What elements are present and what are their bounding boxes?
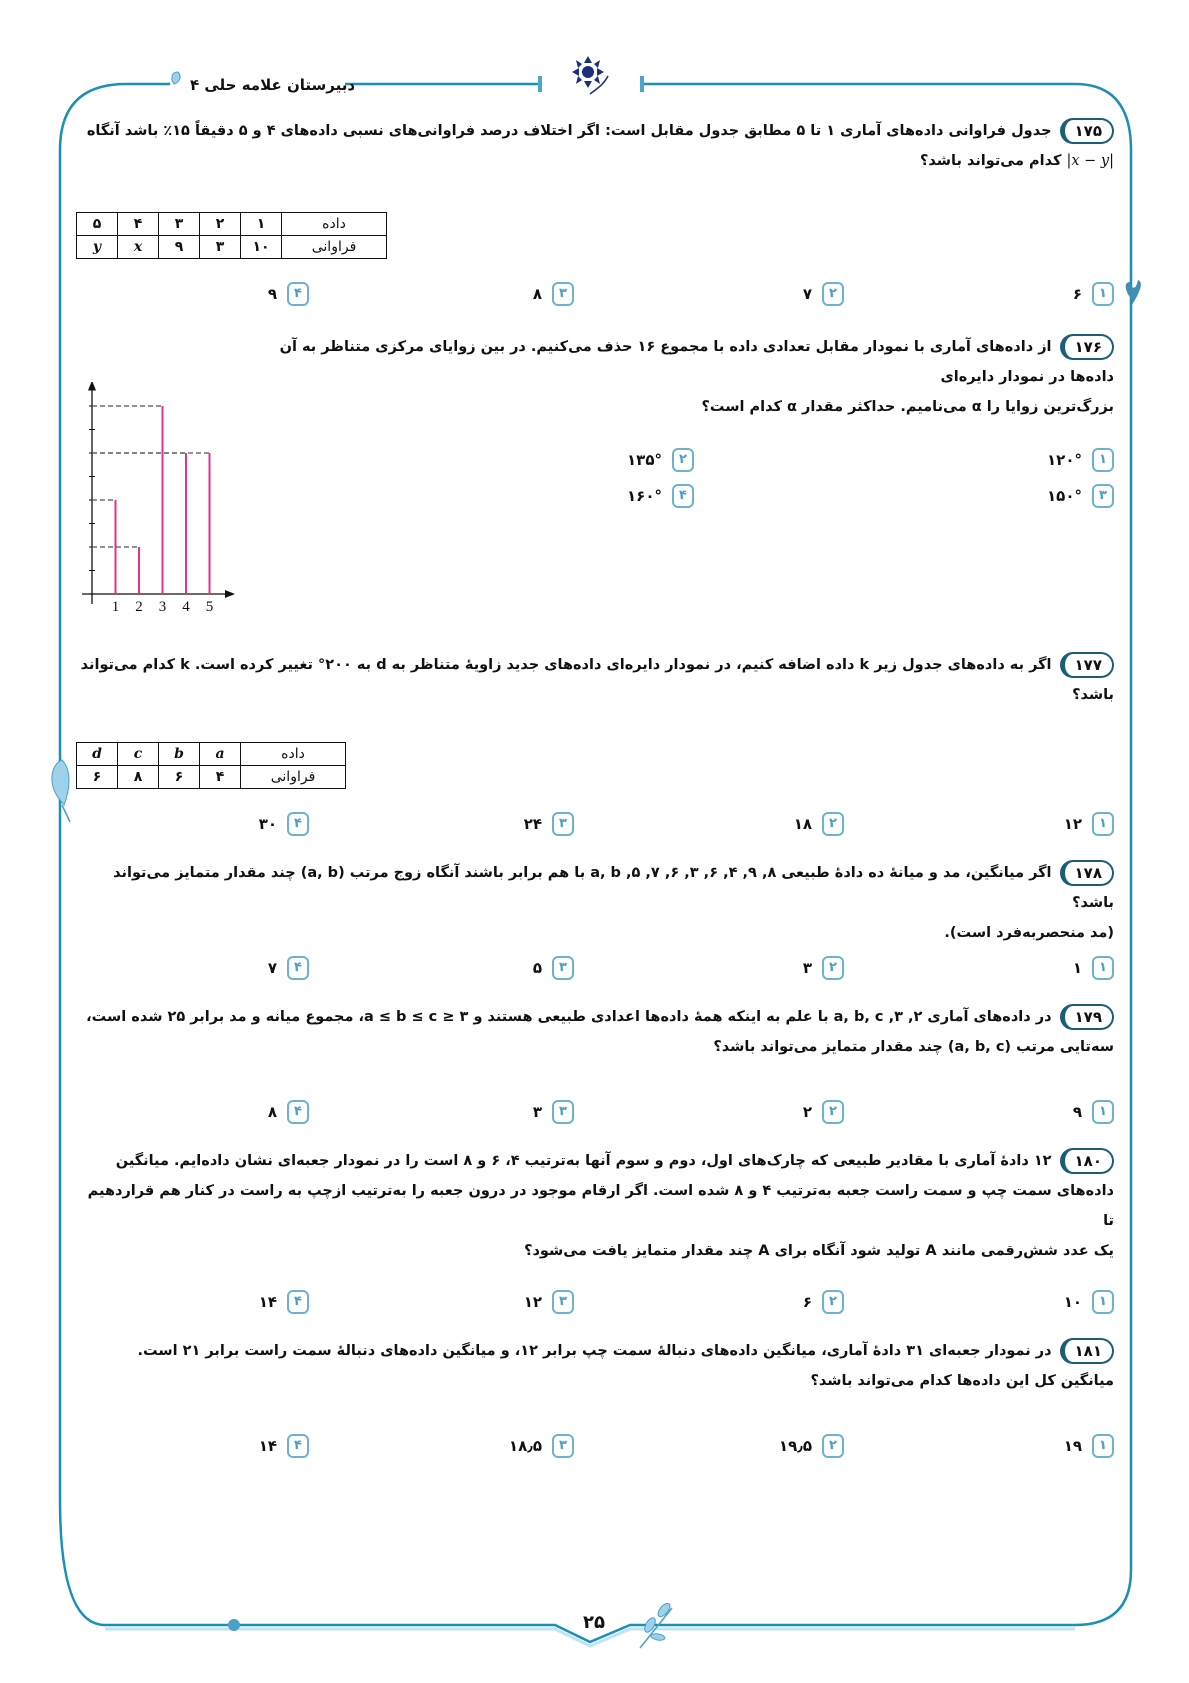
table-cell: ۴	[118, 213, 159, 236]
school-name: دبیرستان علامه حلی ۴	[190, 76, 356, 94]
option-3[interactable]	[524, 1290, 574, 1314]
table-header: فراوانی	[282, 236, 387, 259]
question-text: از داده‌های آماری با نمودار مقابل تعدادی داده با مجموع ۱۶ حذف می‌کنیم. در بین زوایای مرکزی متناظر به آن داده‌ها در نمودار دایره‌ای	[279, 339, 1114, 385]
option-badge: ۳	[552, 1290, 574, 1314]
question-text: ۱۲ دادهٔ آماری با مقادیر طبیعی که چارک‌های اول، دوم و سوم آنها به‌ترتیب ۴، ۶ و ۸ است را در نمودار جعبه‌ای نشان داده‌ایم. میانگین	[115, 1153, 1052, 1169]
frequency-bar-chart	[70, 382, 250, 618]
option-3[interactable]	[533, 1100, 574, 1124]
option-text: ۸	[267, 1103, 277, 1121]
option-text: ۱۲	[1063, 815, 1082, 833]
table-cell: y	[77, 236, 118, 259]
table-cell: c	[118, 743, 159, 766]
question-text: در نمودار جعبه‌ای ۳۱ دادهٔ آماری، میانگین داده‌های دنبالهٔ سمت چپ برابر ۱۲، و میانگین داده‌های دنبالهٔ سمت راست برابر ۲۱ است.	[137, 1343, 1052, 1359]
options-176-row2	[270, 484, 1114, 512]
table-cell: d	[77, 743, 118, 766]
option-text: ۶	[1072, 285, 1082, 303]
option-badge: ۴	[672, 484, 694, 508]
math-expression: |x − y|	[1066, 153, 1114, 169]
option-2[interactable]	[803, 1290, 844, 1314]
option-badge: ۲	[822, 282, 844, 306]
question-number: ۱۸۰	[1060, 1148, 1114, 1174]
option-badge: ۱	[1092, 1100, 1114, 1124]
option-3[interactable]	[1047, 484, 1114, 508]
x-tick-label: 2	[135, 599, 143, 615]
table-cell: ۲	[200, 213, 241, 236]
option-badge: ۴	[287, 1100, 309, 1124]
question-text: کدام می‌تواند باشد؟	[919, 153, 1062, 169]
option-1[interactable]	[1064, 812, 1114, 836]
table-header: فراوانی	[241, 766, 346, 789]
option-badge: ۲	[822, 1434, 844, 1458]
option-badge: ۴	[287, 1290, 309, 1314]
page-number: ۲۵	[583, 1612, 605, 1633]
option-text: ۵	[532, 959, 542, 977]
option-4[interactable]	[259, 1290, 309, 1314]
table-cell: ۱۰	[241, 236, 282, 259]
option-badge: ۳	[552, 1100, 574, 1124]
option-badge: ۴	[287, 812, 309, 836]
option-text: ۱۲	[523, 1293, 542, 1311]
question-175	[75, 116, 1114, 176]
table-cell: x	[118, 236, 159, 259]
table-cell: ۱	[241, 213, 282, 236]
question-number: ۱۷۸	[1060, 860, 1114, 886]
question-number: ۱۷۷	[1060, 652, 1114, 678]
option-text: ۷	[267, 959, 277, 977]
table-cell: ۳	[159, 213, 200, 236]
option-3[interactable]	[509, 1434, 574, 1458]
table-header: داده	[282, 213, 387, 236]
option-badge: ۱	[1092, 1290, 1114, 1314]
question-text: داده‌های سمت چپ و سمت راست جعبه به‌ترتیب ۴ و ۸ شده است. اگر ارقام موجود در درون جعبه را به‌ترتیب ازچپ به راست در کنار هم قراردهیم تا	[87, 1183, 1114, 1229]
option-text: ۹	[1072, 1103, 1082, 1121]
option-text: ۹	[267, 285, 277, 303]
option-2[interactable]	[803, 1100, 844, 1124]
option-badge: ۳	[1092, 484, 1114, 508]
option-1[interactable]	[1064, 1290, 1114, 1314]
table-header: داده	[241, 743, 346, 766]
frequency-table	[76, 212, 387, 259]
option-text: ۳	[802, 959, 812, 977]
options-177	[75, 812, 1114, 840]
option-badge: ۳	[552, 956, 574, 980]
option-text: ۱۴	[258, 1437, 277, 1455]
table-cell: ۸	[118, 766, 159, 789]
table-cell: ۶	[77, 766, 118, 789]
question-text: (مد منحصربه‌فرد است).	[944, 925, 1114, 941]
school-feather-icon	[172, 72, 180, 84]
option-badge: ۳	[552, 812, 574, 836]
option-text: ۱۸٫۵	[508, 1437, 542, 1455]
option-badge: ۴	[287, 956, 309, 980]
option-badge: ۲	[822, 1100, 844, 1124]
option-2[interactable]	[803, 956, 844, 980]
option-4[interactable]	[627, 484, 694, 508]
question-number: ۱۷۶	[1060, 334, 1114, 360]
question-178	[75, 858, 1114, 948]
option-text: ۶	[802, 1293, 812, 1311]
x-tick-label: 1	[111, 599, 120, 615]
x-axis-arrow-icon	[225, 590, 235, 598]
options-179	[75, 1100, 1114, 1128]
heart-ornament-icon	[1126, 280, 1141, 305]
option-text: ۱۹	[1063, 1437, 1082, 1455]
question-number: ۱۸۱	[1060, 1338, 1114, 1364]
question-text: باشد؟	[1072, 687, 1114, 703]
option-text: ۱۹٫۵	[778, 1437, 812, 1455]
option-text: ۱۸	[793, 815, 812, 833]
option-1[interactable]	[1073, 956, 1114, 980]
option-4[interactable]	[268, 956, 309, 980]
option-text: ۳	[532, 1103, 542, 1121]
question-text: اگر به داده‌های جدول زیر k داده اضافه کنیم، در نمودار دایره‌ای داده‌های جدید زاویهٔ متناظر به d به ۲۰۰° تغییر کرده است. k کدام می‌تواند	[80, 657, 1052, 673]
option-text: ۳۰	[258, 815, 277, 833]
option-badge: ۲	[822, 956, 844, 980]
option-4[interactable]	[268, 282, 309, 306]
x-tick-label: 4	[182, 599, 190, 615]
options-176-row1	[270, 448, 1114, 476]
question-176	[270, 332, 1114, 422]
option-text: ۱۵۰°	[1047, 487, 1082, 505]
question-177	[75, 650, 1114, 710]
options-178	[75, 956, 1114, 984]
y-axis-arrow-icon	[88, 382, 96, 391]
option-2[interactable]	[794, 812, 844, 836]
table-cell: ۵	[77, 213, 118, 236]
option-badge: ۳	[552, 282, 574, 306]
option-text: ۷	[802, 285, 812, 303]
option-text: ۸	[532, 285, 542, 303]
option-badge: ۲	[822, 812, 844, 836]
table-cell: a	[200, 743, 241, 766]
question-text: اگر میانگین، مد و میانهٔ ده دادهٔ طبیعی ۸, ۹, ۴, ۶, ۳, ۶, ۷, ۵, a, b با هم برابر باشند آنگاه زوج مرتب (a, b) چند مقدار متمایز می‌تواند باشد؟	[113, 865, 1114, 911]
option-1[interactable]	[1047, 448, 1114, 472]
question-text: جدول فراوانی داده‌های آماری ۱ تا ۵ مطابق جدول مقابل است: اگر اختلاف درصد فراوانی‌های نسبی داده‌های ۴ و ۵ دقیقاً ۱۵٪ باشد آنگاه	[86, 123, 1052, 139]
frequency-table	[76, 742, 346, 789]
globe-ornament-icon	[228, 1619, 240, 1631]
table-cell: b	[159, 743, 200, 766]
option-3[interactable]	[533, 956, 574, 980]
question-text: در داده‌های آماری ۲, ۳, a, b, c با علم به اینکه همهٔ داده‌ها اعدادی طبیعی هستند و ۳ ≤ a ≤ b ≤ c، مجموع میانه و مد برابر ۲۵ شده است،	[86, 1009, 1052, 1025]
option-badge: ۲	[672, 448, 694, 472]
x-tick-label: 5	[205, 599, 214, 615]
option-text: ۲۴	[523, 815, 542, 833]
table-cell: ۶	[159, 766, 200, 789]
option-badge: ۲	[822, 1290, 844, 1314]
option-badge: ۴	[287, 1434, 309, 1458]
option-2[interactable]	[627, 448, 694, 472]
option-text: ۱۰	[1063, 1293, 1082, 1311]
question-179	[75, 1002, 1114, 1062]
table-cell: ۴	[200, 766, 241, 789]
option-3[interactable]	[533, 282, 574, 306]
option-4[interactable]	[259, 812, 309, 836]
option-1[interactable]	[1073, 282, 1114, 306]
option-text: ۲	[802, 1103, 812, 1121]
question-text: یک عدد شش‌رقمی مانند A تولید شود آنگاه برای A چند مقدار متمایز یافت می‌شود؟	[524, 1243, 1114, 1259]
option-4[interactable]	[259, 1434, 309, 1458]
option-text: ۱	[1072, 959, 1082, 977]
option-text: ۱۴	[258, 1293, 277, 1311]
school-logo-icon	[568, 54, 612, 98]
table-cell: ۹	[159, 236, 200, 259]
option-badge: ۳	[552, 1434, 574, 1458]
table-cell: ۳	[200, 236, 241, 259]
options-175	[75, 282, 1114, 310]
option-badge: ۴	[287, 282, 309, 306]
options-180	[75, 1290, 1114, 1318]
option-1[interactable]	[1064, 1434, 1114, 1458]
option-1[interactable]	[1073, 1100, 1114, 1124]
question-181	[75, 1336, 1114, 1396]
option-badge: ۱	[1092, 956, 1114, 980]
question-180	[75, 1146, 1114, 1266]
option-3[interactable]	[524, 812, 574, 836]
question-text: بزرگ‌ترین زوایا را α می‌نامیم. حداکثر مقدار α کدام است؟	[701, 399, 1114, 415]
option-text: ۱۲۰°	[1047, 451, 1082, 469]
x-tick-label: 3	[158, 599, 167, 615]
option-badge: ۱	[1092, 812, 1114, 836]
option-2[interactable]	[779, 1434, 844, 1458]
question-text: میانگین کل این داده‌ها کدام می‌تواند باشد؟	[810, 1373, 1114, 1389]
option-badge: ۱	[1092, 282, 1114, 306]
option-4[interactable]	[268, 1100, 309, 1124]
option-badge: ۱	[1092, 448, 1114, 472]
option-text: ۱۳۵°	[627, 451, 662, 469]
options-181	[75, 1434, 1114, 1462]
question-text: سه‌تایی مرتب (a, b, c) چند مقدار متمایز می‌تواند باشد؟	[713, 1039, 1114, 1055]
question-number: ۱۷۹	[1060, 1004, 1114, 1030]
option-2[interactable]	[803, 282, 844, 306]
question-number: ۱۷۵	[1060, 118, 1114, 144]
option-text: ۱۶۰°	[627, 487, 662, 505]
option-badge: ۱	[1092, 1434, 1114, 1458]
